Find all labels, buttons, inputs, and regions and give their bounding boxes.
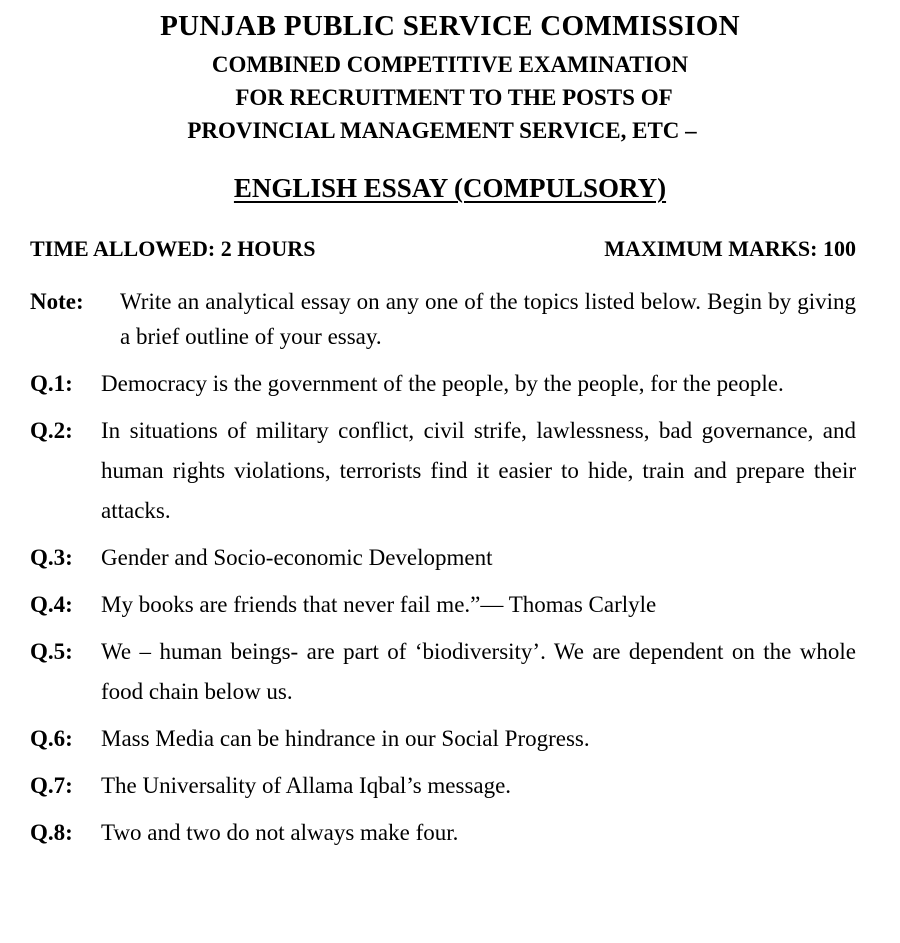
exam-subtitle: FOR RECRUITMENT TO THE POSTS OF (235, 85, 673, 110)
question-text: Democracy is the government of the people, by the people, for the people. (101, 371, 784, 396)
question-item (30, 585, 856, 625)
question-text: Two and two do not always make four. (101, 820, 459, 845)
question-item (30, 719, 856, 759)
question-number: Q.1: (30, 371, 73, 396)
note-text: Write an analytical essay on any one of the topics listed below. Begin by giving a brief outline of your essay. (120, 289, 856, 349)
question-item (30, 632, 856, 712)
question-text: My books are friends that never fail me.”— Thomas Carlyle (101, 592, 657, 617)
question-text: Mass Media can be hindrance in our Social Progress. (101, 726, 590, 751)
question-item (30, 411, 856, 531)
exam-title: COMBINED COMPETITIVE EXAMINATION (211, 52, 689, 77)
question-number: Q.6: (30, 726, 73, 751)
question-number: Q.4: (30, 592, 73, 617)
question-number: Q.5: (30, 639, 73, 664)
question-number: Q.3: (30, 545, 73, 570)
question-number: Q.8: (30, 820, 73, 845)
instruction-note (30, 284, 856, 354)
question-text: In situations of military conflict, civil strife, lawlessness, bad governance, and human rights violations, terrorists find it easier to hide, train and prepare their attacks. (101, 418, 856, 523)
paper-title-text: ENGLISH ESSAY (COMPULSORY) (233, 173, 667, 203)
question-item (30, 766, 856, 806)
paper-title (0, 173, 900, 204)
question-item (30, 813, 856, 853)
service-title: PROVINCIAL MANAGEMENT SERVICE, ETC – (187, 118, 697, 143)
commission-title: PUNJAB PUBLIC SERVICE COMMISSION (160, 10, 740, 42)
time-allowed: TIME ALLOWED: 2 HOURS (30, 236, 316, 261)
question-item (30, 538, 856, 578)
question-number: Q.2: (30, 418, 73, 443)
exam-meta (30, 236, 856, 262)
note-label: Note: (30, 289, 84, 314)
question-text: We – human beings- are part of ‘biodiversity’. We are dependent on the whole food chain below us. (101, 639, 856, 704)
question-text: The Universality of Allama Iqbal’s message. (101, 773, 512, 798)
question-list (30, 364, 856, 860)
question-number: Q.7: (30, 773, 73, 798)
question-text: Gender and Socio-economic Development (101, 545, 493, 570)
maximum-marks: MAXIMUM MARKS: 100 (604, 236, 856, 261)
question-item (30, 364, 856, 404)
